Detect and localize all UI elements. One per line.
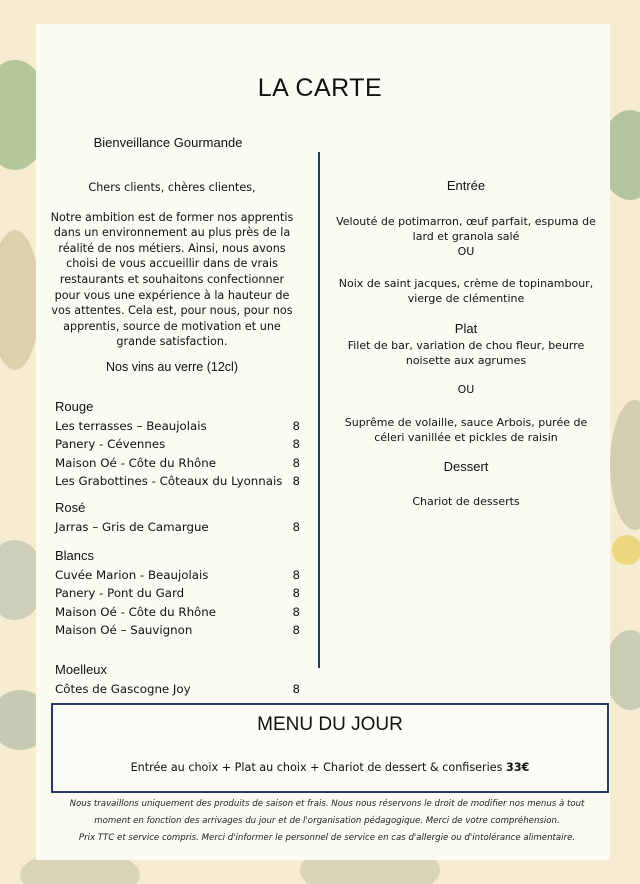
dessert-heading: Dessert bbox=[443, 459, 489, 474]
wine-category: Rosé bbox=[55, 500, 86, 515]
wine-name: Les terrasses – Beaujolais bbox=[55, 419, 207, 433]
plat-option: Suprême de volaille, sauce Arbois, purée de céleri vanillée et pickles de raisin bbox=[344, 416, 588, 445]
wine-name: Panery - Pont du Gard bbox=[55, 586, 185, 601]
vegetable-illustration bbox=[605, 630, 640, 710]
menu-du-jour-price: 33€ bbox=[506, 761, 530, 774]
plat-option: Filet de bar, variation de chou fleur, beurre noisette aux agrumes bbox=[347, 339, 585, 368]
wine-name: Jarras – Gris de Camargue bbox=[55, 520, 209, 534]
wine-row bbox=[55, 680, 300, 698]
wine-row bbox=[55, 518, 300, 536]
wine-price: 8 bbox=[292, 568, 300, 582]
wine-category: Blancs bbox=[55, 548, 95, 563]
or-separator: OU bbox=[457, 245, 475, 258]
footer-notes bbox=[40, 796, 614, 848]
dessert-option: Chariot de desserts bbox=[412, 495, 520, 508]
entree-option: Velouté de potimarron, œuf parfait, espuma de lard et granola salé bbox=[336, 215, 596, 244]
wine-price: 8 bbox=[292, 474, 300, 489]
wine-name: Panery - Cévennes bbox=[55, 437, 166, 452]
wine-price: 8 bbox=[292, 419, 300, 433]
wine-price: 8 bbox=[292, 455, 300, 470]
menu-du-jour-content: Entrée au choix + Plat au choix + Chariot de dessert & confiseries bbox=[130, 761, 507, 774]
greeting-text: Chers clients, chères clientes, bbox=[88, 181, 256, 194]
plat-heading: Plat bbox=[454, 321, 478, 336]
menu-du-jour-title: MENU DU JOUR bbox=[257, 714, 403, 735]
footer-line: Nous travaillons uniquement des produits de saison et frais. Nous nous réservons le droit de modifier nos menus à tout bbox=[69, 799, 585, 809]
wine-row bbox=[55, 435, 300, 453]
wine-name: Maison Oé - Côte du Rhône bbox=[55, 455, 217, 470]
footer-line: Prix TTC et service compris. Merci d'informer le personnel de service en cas d'allergie ou d'intolérance alimentaire. bbox=[78, 833, 576, 844]
wine-row bbox=[55, 472, 300, 490]
wine-category: Rouge bbox=[55, 399, 94, 414]
menu-du-jour-description bbox=[53, 761, 607, 774]
wine-group-moelleux bbox=[55, 662, 300, 698]
wine-group-blancs bbox=[55, 548, 300, 640]
flower-illustration bbox=[612, 535, 640, 565]
page-title: LA CARTE bbox=[257, 74, 383, 102]
wine-price: 8 bbox=[292, 604, 300, 619]
wine-name: Maison Oé - Côte du Rhône bbox=[55, 604, 217, 619]
leaf-illustration bbox=[0, 230, 40, 370]
wine-list-title: Nos vins au verre (12cl) bbox=[106, 360, 238, 374]
wine-name: Les Grabottines - Côteaux du Lyonnais bbox=[55, 474, 283, 489]
wine-row bbox=[55, 603, 300, 621]
vegetable-illustration bbox=[610, 400, 640, 530]
footer-line: moment en fonction des arrivages du jour et de l'organisation pédagogique. Merci de votre compréhension. bbox=[94, 816, 560, 827]
wine-price: 8 bbox=[292, 586, 300, 601]
wine-name: Maison Oé – Sauvignon bbox=[55, 623, 193, 638]
wine-category: Moelleux bbox=[55, 662, 108, 677]
wine-price: 8 bbox=[292, 682, 300, 696]
wine-row bbox=[55, 454, 300, 472]
entree-heading: Entrée bbox=[446, 178, 486, 193]
wine-group-rose bbox=[55, 500, 300, 536]
wine-row bbox=[55, 584, 300, 602]
wine-row bbox=[55, 621, 300, 639]
welcome-body: Notre ambition est de former nos apprentis dans un environnement au plus près de la réalité de nos métiers. Ainsi, nous avons choisi de vous accueillir dans de vrais restaurants et souhaitons confectionner pour vous une expérience à la hauteur de vos attentes. Cela est, pour nous, pour nos apprentis, source de motivation et une grande satisfaction. bbox=[50, 210, 294, 349]
wine-group-rouge bbox=[55, 399, 300, 491]
welcome-heading: Bienveillance Gourmande bbox=[93, 135, 243, 150]
menu-du-jour-box bbox=[51, 703, 609, 793]
wine-price: 8 bbox=[292, 437, 300, 452]
welcome-text bbox=[46, 180, 298, 364]
wine-name: Côtes de Gascogne Joy bbox=[55, 682, 191, 696]
entree-option: Noix de saint jacques, crème de topinambour, vierge de clémentine bbox=[338, 277, 594, 306]
wine-price: 8 bbox=[292, 520, 300, 534]
wine-row bbox=[55, 417, 300, 435]
wine-price: 8 bbox=[292, 623, 300, 638]
or-separator: OU bbox=[457, 383, 475, 396]
wine-name: Cuvée Marion - Beaujolais bbox=[55, 568, 209, 582]
wine-row bbox=[55, 566, 300, 584]
column-divider bbox=[318, 152, 320, 668]
